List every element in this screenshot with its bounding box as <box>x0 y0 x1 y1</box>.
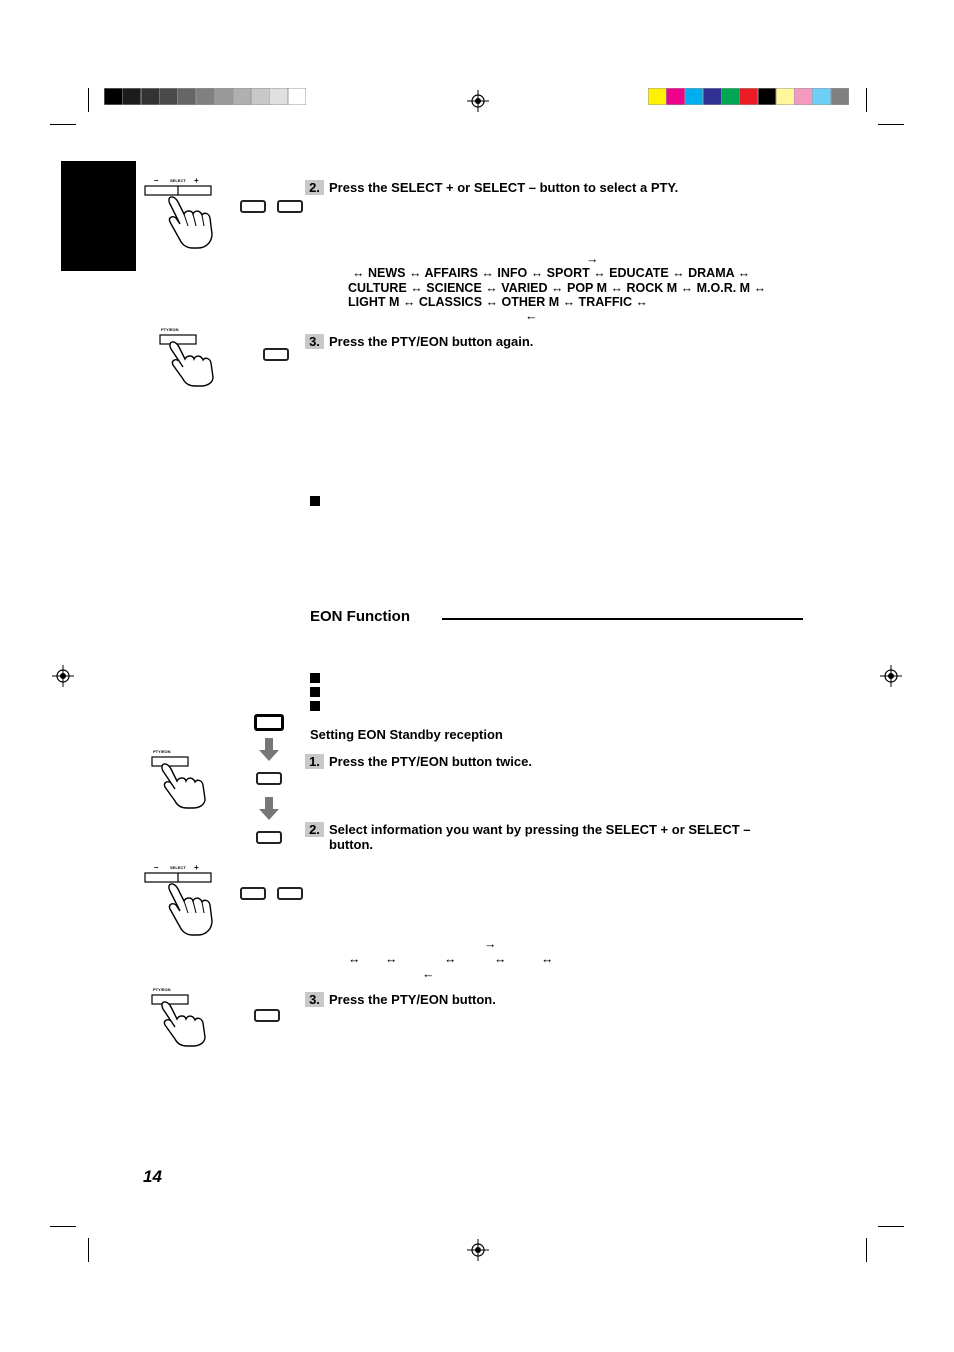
color-swatch <box>251 88 270 105</box>
down-arrow-icon <box>258 738 280 762</box>
color-swatch <box>196 88 215 105</box>
pty-eon-label: PTY/EON <box>153 987 171 992</box>
display-indicator <box>263 348 289 361</box>
step-instruction: Press the SELECT + or SELECT – button to select a PTY. <box>329 180 679 195</box>
subheading: Setting EON Standby reception <box>310 727 503 742</box>
step-number: 1. <box>305 754 324 769</box>
select-button-illustration <box>140 176 220 251</box>
color-swatch <box>648 88 667 105</box>
bullet-square <box>310 673 320 683</box>
color-swatch <box>831 88 850 105</box>
eon-cycle-arrow: ↔ <box>541 952 554 966</box>
display-indicator <box>240 200 266 213</box>
eon-cycle-arrow-right: → <box>484 937 497 951</box>
gray-scale-bar <box>104 88 306 105</box>
crop-mark <box>866 88 867 112</box>
bullet-square <box>310 701 320 711</box>
section-heading: EON Function <box>310 608 410 625</box>
language-side-tab <box>61 161 136 271</box>
select-minus-label: – <box>154 863 159 872</box>
step-instruction: Press the PTY/EON button. <box>329 992 496 1007</box>
color-swatch <box>685 88 704 105</box>
down-arrow-icon <box>258 797 280 821</box>
pty-eon-button-illustration <box>147 985 217 1047</box>
pty-eon-label: PTY/EON <box>153 749 171 754</box>
step-instruction: Press the PTY/EON button again. <box>329 334 534 349</box>
eon-cycle-arrow: ↔ <box>348 952 361 966</box>
color-swatch <box>233 88 252 105</box>
crop-mark <box>88 88 89 112</box>
eon-cycle-arrow: ↔ <box>494 952 507 966</box>
color-swatch <box>104 88 123 105</box>
display-indicator <box>277 200 303 213</box>
crop-mark <box>866 1238 867 1262</box>
crop-mark <box>50 124 76 125</box>
step-number: 3. <box>305 992 324 1007</box>
step-number: 3. <box>305 334 324 349</box>
color-swatch <box>177 88 196 105</box>
color-swatch <box>122 88 141 105</box>
color-bar <box>648 88 849 105</box>
step-number: 2. <box>305 822 324 837</box>
bullet-square <box>310 687 320 697</box>
pty-eon-button-illustration <box>155 325 225 387</box>
section-heading-rule <box>442 618 803 620</box>
pty-list-line: CULTURE ↔ SCIENCE ↔ VARIED ↔ POP M ↔ ROCK M ↔ M.O.R. M ↔ <box>348 281 767 295</box>
color-swatch <box>721 88 740 105</box>
display-indicator <box>240 887 266 900</box>
eon-cycle-arrow-left: ← <box>422 967 435 981</box>
pty-cycle-arrow-right: → <box>586 252 599 266</box>
eon-cycle-arrow: ↔ <box>385 952 398 966</box>
select-plus-label: + <box>194 863 199 872</box>
crop-mark <box>50 1226 76 1227</box>
display-indicator <box>256 831 282 844</box>
registration-target-icon <box>52 665 74 687</box>
registration-target-icon <box>467 1239 489 1261</box>
color-swatch <box>703 88 722 105</box>
eon-cycle-arrow: ↔ <box>444 952 457 966</box>
step-instruction: Press the PTY/EON button twice. <box>329 754 532 769</box>
color-swatch <box>159 88 178 105</box>
color-swatch <box>758 88 777 105</box>
pty-list-line: LIGHT M ↔ CLASSICS ↔ OTHER M ↔ TRAFFIC ↔ <box>348 295 648 309</box>
crop-mark <box>88 1238 89 1262</box>
color-swatch <box>214 88 233 105</box>
display-indicator <box>277 887 303 900</box>
page-number: 14 <box>143 1167 162 1186</box>
select-minus-label: – <box>154 176 159 185</box>
select-button-illustration <box>140 863 220 938</box>
display-indicator <box>256 772 282 785</box>
pty-eon-button-illustration <box>147 747 217 809</box>
step-number: 2. <box>305 180 324 195</box>
pty-eon-label: PTY/EON <box>161 327 179 332</box>
crop-mark <box>878 124 904 125</box>
color-swatch <box>739 88 758 105</box>
color-swatch <box>666 88 685 105</box>
color-swatch <box>794 88 813 105</box>
registration-target-icon <box>880 665 902 687</box>
registration-target-icon <box>467 90 489 112</box>
select-label: SELECT <box>170 178 186 183</box>
color-swatch <box>288 88 307 105</box>
color-swatch <box>776 88 795 105</box>
crop-mark <box>878 1226 904 1227</box>
color-swatch <box>812 88 831 105</box>
step-instruction-continued: button. <box>329 837 374 852</box>
color-swatch <box>141 88 160 105</box>
step-instruction: Select information you want by pressing the SELECT + or SELECT – <box>329 822 751 837</box>
display-indicator-active <box>254 714 284 731</box>
select-plus-label: + <box>194 176 199 185</box>
display-indicator <box>254 1009 280 1022</box>
pty-list-line: ↔ NEWS ↔ AFFAIRS ↔ INFO ↔ SPORT ↔ EDUCATE ↔ DRAMA ↔ <box>352 266 751 280</box>
select-label: SELECT <box>170 865 186 870</box>
pty-cycle-arrow-left: ← <box>525 309 538 323</box>
color-swatch <box>269 88 288 105</box>
bullet-square <box>310 496 320 506</box>
